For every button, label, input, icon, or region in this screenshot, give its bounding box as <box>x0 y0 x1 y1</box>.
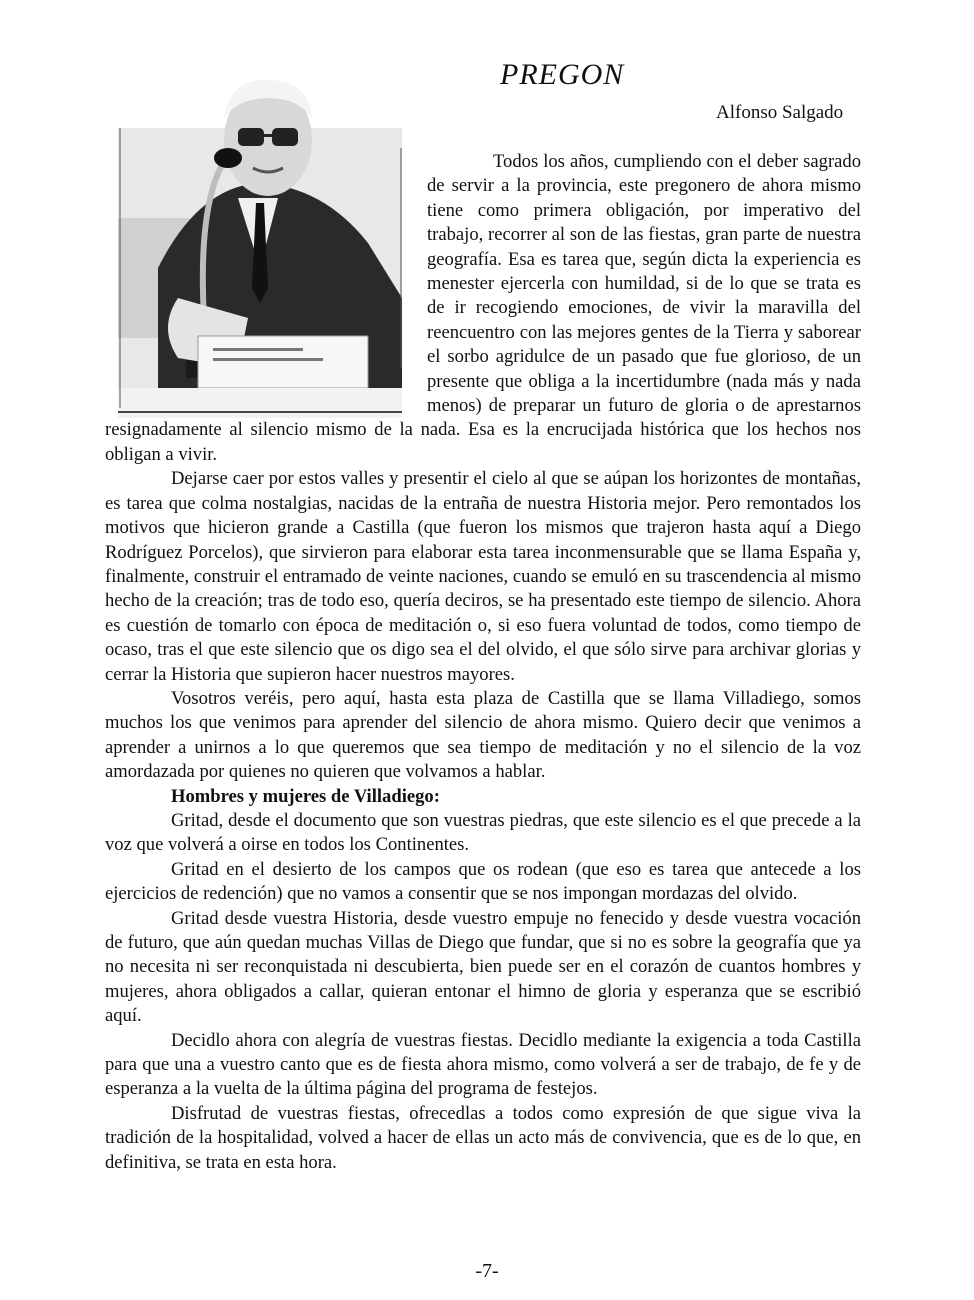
section-heading: Hombres y mujeres de Villadiego: <box>171 785 440 807</box>
paragraph: Gritad desde vuestra Historia, desde vuestro empuje no fenecido y desde vuestra vocación de futuro, que aún quedan muchas Villas de Diego que fundar, que si no es sobre la geografía que ya no necesita ni ser reconquistada ni descubierta, bien puede ser en el corazón de cuantos hombres y mujeres, ahora obligados a callar, quieran entonar el himno de gloria y esperanza que se escribió aquí. <box>105 907 861 1027</box>
paragraph: Todos los años, cumpliendo con el deber sagrado de servir a la provincia, este pregonero de ahora mismo tiene como primera obligación, por imperativo del trabajo, recorrer al son de las fiestas, gran parte de nuestra geografía. Esa es tarea que, según dicta la experiencia es menester ejercerla con humildad, si de lo que se trata es de ir recogiendo emociones, de vivir la maravilla del reencuentro con las mejores gentes de la Tierra y saborear el sorbo agridulce de un pasado que fue glorioso, de un presente que obliga a la incertidumbre (nada más y nada menos) de preparar un futuro de gloria o de aprestarnos resignadamente al silencio mismo de la nada. Esa es la encrucijada histórica que los hechos nos obligan a vivir. <box>105 151 861 465</box>
paragraph: Gritad en el desierto de los campos que os rodean (que eso es tarea que antecede a los ejercicios de redención) que no vamos a consentir que se nos impongan mordazas del olvido. <box>105 858 861 905</box>
page-number: -7- <box>475 1260 499 1282</box>
paragraph: Decidlo ahora con alegría de vuestras fiestas. Decidlo mediante la exigencia a toda Castilla para que una a vuestro canto que es de fiesta ahora mismo, como volverá a ser de trabajo, de fe y de esperanza a la vuelta de la última página del programa de festejos. <box>105 1029 861 1100</box>
paragraph: Gritad, desde el documento que son vuestras piedras, que este silencio es el que precede a la voz que volverá a oirse en todos los Continentes. <box>105 809 861 856</box>
article-body <box>105 150 861 1175</box>
paragraph: Vosotros veréis, pero aquí, hasta esta plaza de Castilla que se llama Villadiego, somos muchos los que venimos para aprender del silencio de ahora mismo. Quiero decir que venimos a aprender a unirnos a lo que queremos que sea tiempo de meditación y no el silencio de la voz amordazada por quienes no quieren que volvamos a hablar. <box>105 687 861 783</box>
paragraph: Dejarse caer por estos valles y presentir el cielo al que se aúpan los horizontes de montañas, es tarea que colma nostalgias, nacidas de la entraña de nuestra Historia mejor. Pero remontados los motivos que hicieron grande a Castilla (que fueron los mismos que trajeron hasta aquí a Diego Rodríguez Porcelos), que sirvieron para elaborar esta tarea inconmensurable que se llama España y, finalmente, construir el entramado de veinte naciones, cuando se emuló en su trascendencia al mismo hecho de la creación; tras de todo eso, quería deciros, se ha presentado este tiempo de silencio. Ahora es cuestión de tomarlo con época de meditación o, si eso fuera voluntad de todos, como tiempo de ocaso, tras el que este silencio que os digo sea el del olvido, el que sólo sirve para archivar glorias y cerrar la Historia que supieron hacer nuestros mayores. <box>105 468 861 685</box>
photo-wrap-space <box>105 150 427 418</box>
author-name: Alfonso Salgado <box>716 102 844 123</box>
paragraph: Disfrutad de vuestras fiestas, ofrecedlas a todos como expresión de que sigue viva la tradición de la hospitalidad, volved a hacer de ellas un acto más de convivencia, que es de lo que, en definitiva, se trata en esta hora. <box>105 1102 861 1173</box>
page-title: PREGON <box>500 58 625 91</box>
